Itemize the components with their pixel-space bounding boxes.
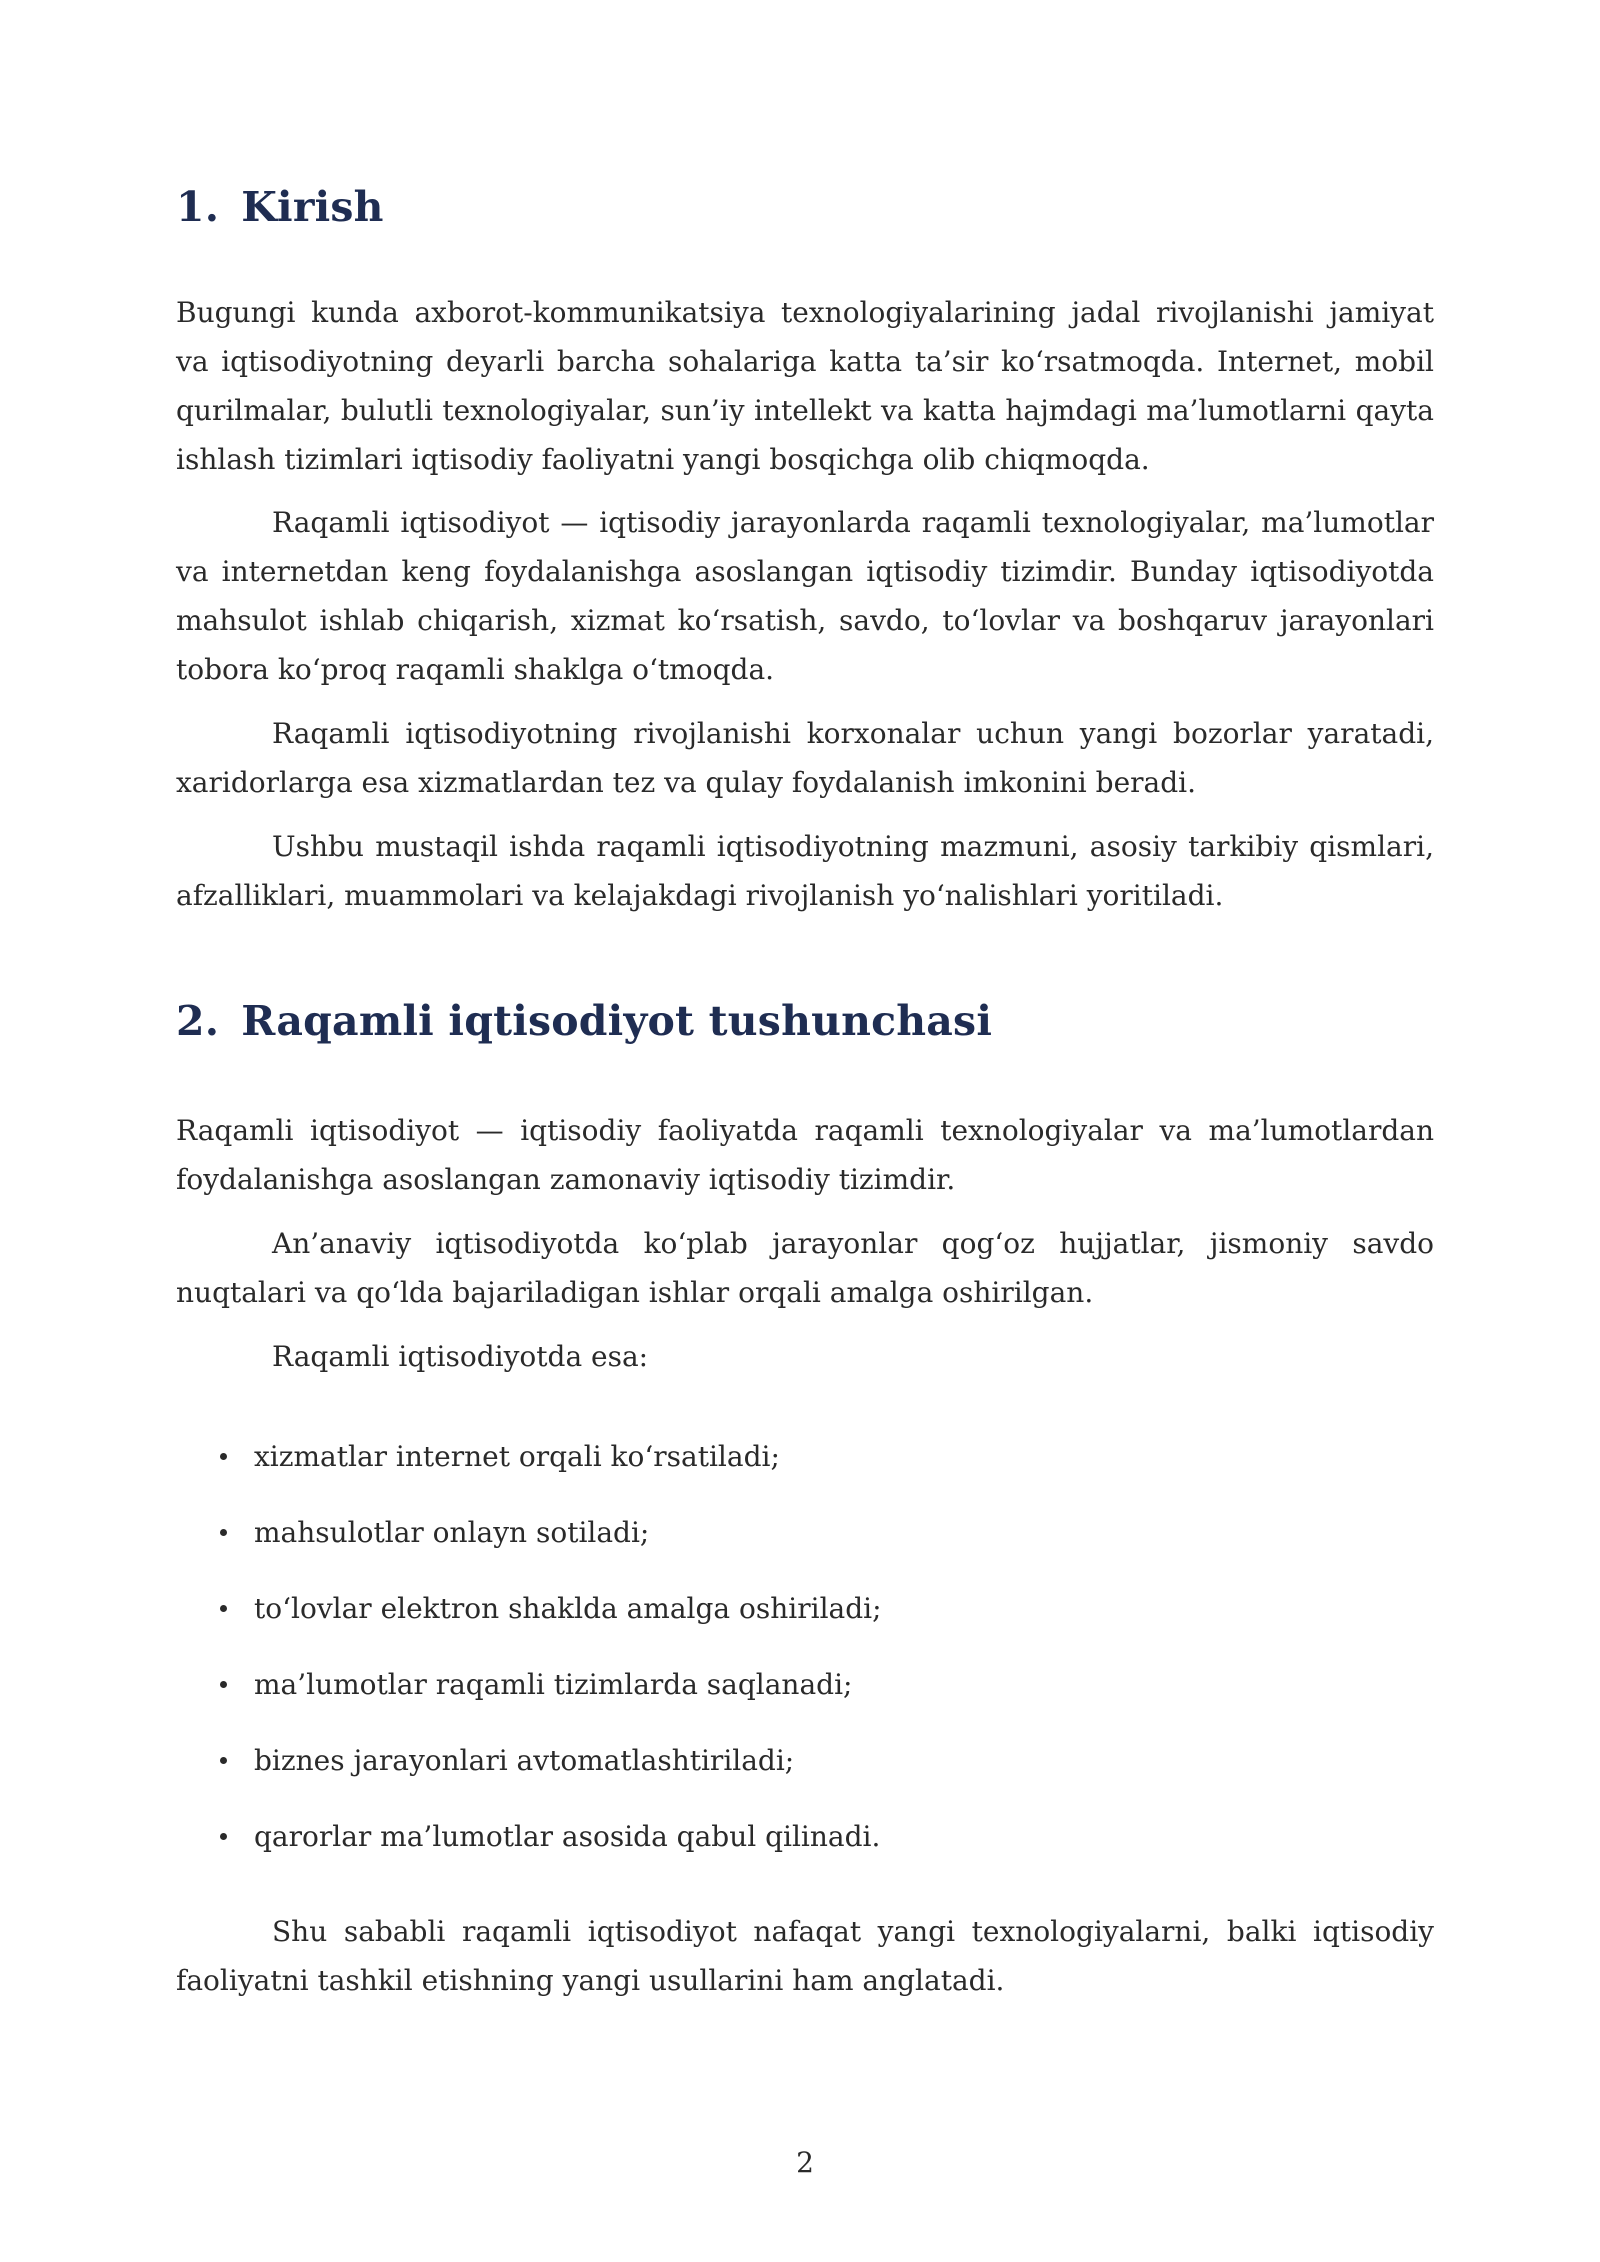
bullet-icon bbox=[220, 1605, 227, 1612]
paragraph: Raqamli iqtisodiyot — iqtisodiy jarayonlarda raqamli texnologiyalar, ma’lumotlar va internetdan keng foydalanishga asoslangan iqtisodiy tizimdir. Bunday iqtisodiyotda mahsulot ishlab chiqarish, xizmat ko‘rsatish, savdo, to‘lovlar va boshqaruv jarayonlari tobora ko‘proq raqamli shaklga o‘tmoqda. bbox=[176, 506, 1434, 686]
paragraph: Shu sababli raqamli iqtisodiyot nafaqat yangi texnologiyalarni, balki iqtisodiy faoliyatni tashkil etishning yangi usullarini ham anglatadi. bbox=[176, 1915, 1434, 1997]
list-item-text: qarorlar ma’lumotlar asosida qabul qilinadi. bbox=[254, 1820, 881, 1853]
bullet-icon bbox=[220, 1681, 227, 1688]
paragraph: Raqamli iqtisodiyot — iqtisodiy faoliyatda raqamli texnologiyalar va ma’lumotlardan foydalanishga asoslangan zamonaviy iqtisodiy tizimdir. bbox=[176, 1114, 1434, 1196]
bullet-icon bbox=[220, 1833, 227, 1840]
bullet-icon bbox=[220, 1529, 227, 1536]
paragraph: Ushbu mustaqil ishda raqamli iqtisodiyotning mazmuni, asosiy tarkibiy qismlari, afzalliklari, muammolari va kelajakdagi rivojlanish yo‘nalishlari yoritiladi. bbox=[176, 830, 1434, 912]
paragraph: Raqamli iqtisodiyotda esa: bbox=[272, 1340, 649, 1373]
list-item bbox=[176, 1584, 1434, 1660]
list-item-text: mahsulotlar onlayn sotiladi; bbox=[254, 1516, 650, 1549]
list-item bbox=[176, 1812, 1434, 1888]
section-title: Kirish bbox=[241, 183, 384, 231]
document-page bbox=[176, 0, 1434, 2262]
list-item bbox=[176, 1432, 1434, 1508]
list-item-text: xizmatlar internet orqali ko‘rsatiladi; bbox=[254, 1440, 780, 1473]
bullet-list bbox=[176, 1432, 1434, 1888]
section-title: Raqamli iqtisodiyot tushunchasi bbox=[241, 997, 993, 1045]
list-item-text: ma’lumotlar raqamli tizimlarda saqlanadi; bbox=[254, 1668, 853, 1701]
bullet-icon bbox=[220, 1453, 227, 1460]
paragraph: An’anaviy iqtisodiyotda ko‘plab jarayonlar qog‘oz hujjatlar, jismoniy savdo nuqtalari va qo‘lda bajariladigan ishlar orqali amalga oshirilgan. bbox=[176, 1227, 1434, 1309]
list-item bbox=[176, 1508, 1434, 1584]
list-item-text: biznes jarayonlari avtomatlashtiriladi; bbox=[254, 1744, 795, 1777]
section-number: 1. bbox=[176, 183, 220, 231]
section-heading-concept bbox=[176, 997, 992, 1045]
page-number: 2 bbox=[796, 2146, 814, 2179]
section-heading-kirish bbox=[176, 183, 384, 231]
bullet-icon bbox=[220, 1757, 227, 1764]
section-number: 2. bbox=[176, 997, 220, 1045]
list-item-text: to‘lovlar elektron shaklda amalga oshiriladi; bbox=[254, 1592, 882, 1625]
paragraph: Bugungi kunda axborot-kommunikatsiya texnologiyalarining jadal rivojlanishi jamiyat va iqtisodiyotning deyarli barcha sohalariga katta ta’sir ko‘rsatmoqda. Internet, mobil qurilmalar, bulutli texnologiyalar, sun’iy intellekt va katta hajmdagi ma’lumotlarni qayta ishlash tizimlari iqtisodiy faoliyatni yangi bosqichga olib chiqmoqda. bbox=[176, 296, 1434, 476]
list-item bbox=[176, 1736, 1434, 1812]
list-item bbox=[176, 1660, 1434, 1736]
paragraph: Raqamli iqtisodiyotning rivojlanishi korxonalar uchun yangi bozorlar yaratadi, xaridorlarga esa xizmatlardan tez va qulay foydalanish imkonini beradi. bbox=[176, 717, 1434, 799]
